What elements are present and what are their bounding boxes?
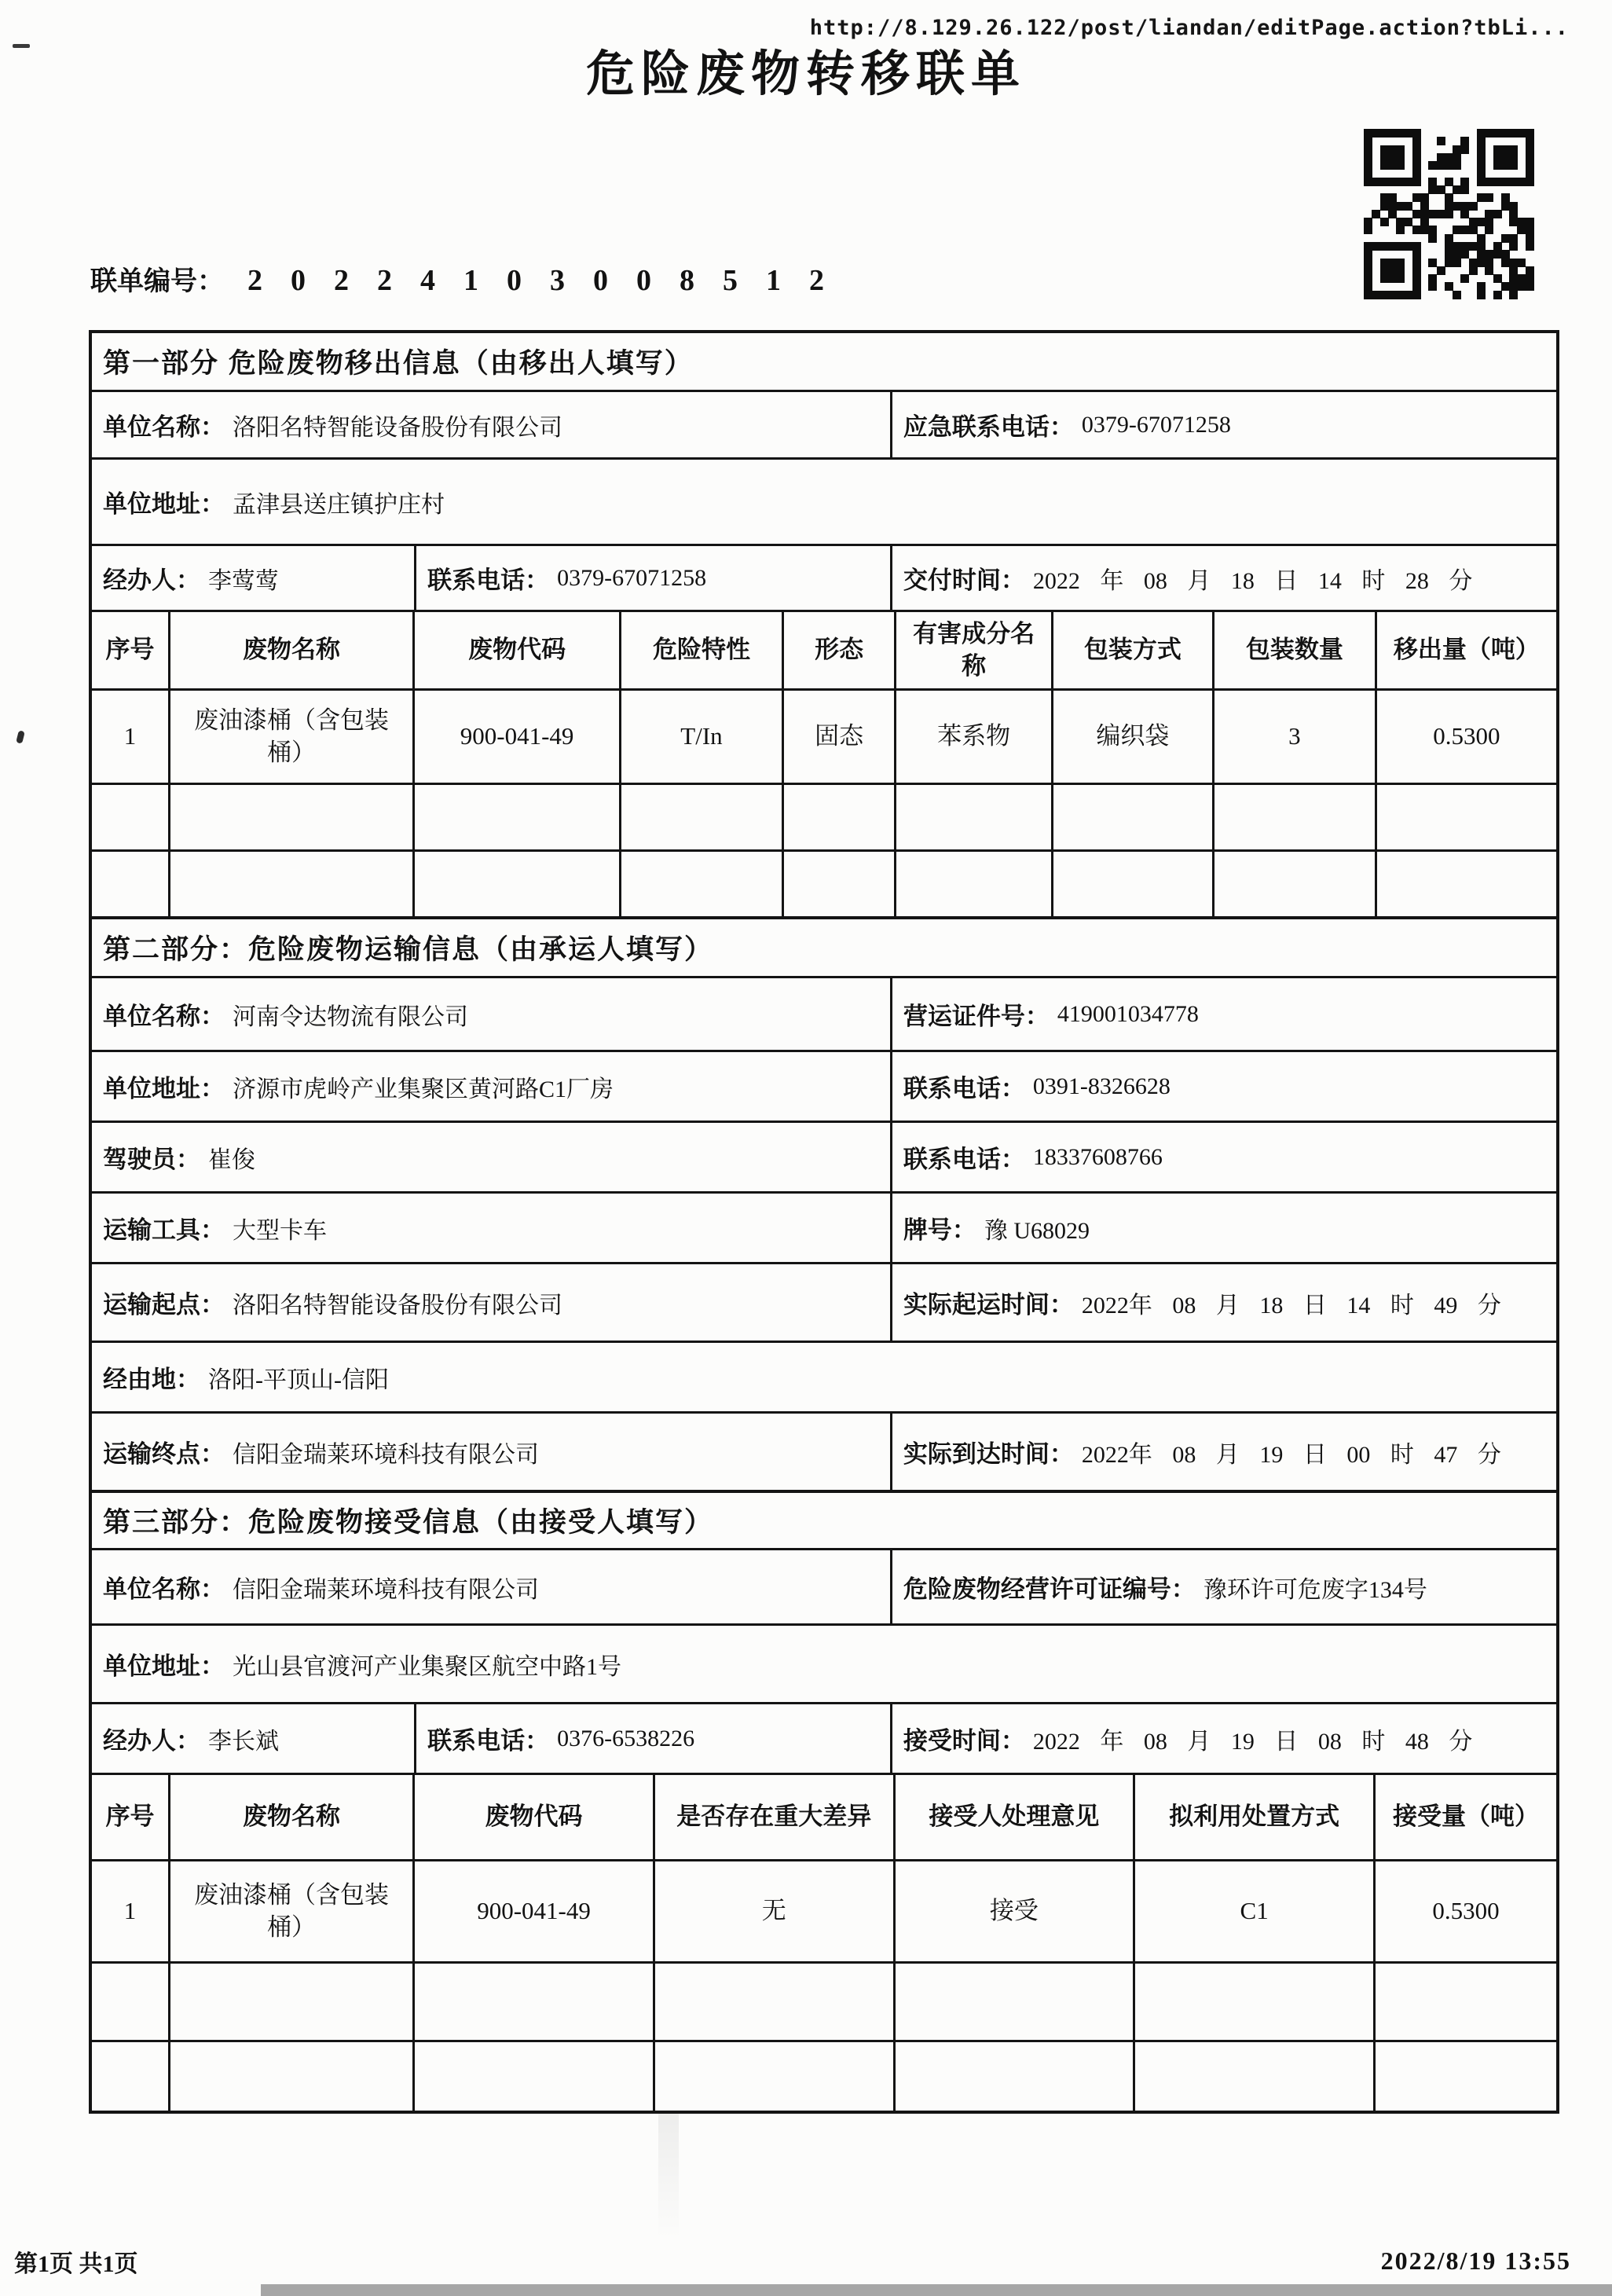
s1-col-packaging: 包装方式 xyxy=(1051,612,1212,688)
s1-r1-waste-name: 废油漆桶（含包装桶） xyxy=(168,691,412,783)
s1-unit-name-value: 洛阳名特智能设备股份有限公司 xyxy=(233,414,562,441)
s3-r1-amount: 0.5300 xyxy=(1373,1861,1556,1961)
s1-col-component: 有害成分名称 xyxy=(894,612,1050,688)
s2-address-label: 单位地址： xyxy=(103,1075,225,1102)
s3-address-cell xyxy=(92,1626,1556,1702)
s2-arrival-time-label: 实际到达时间： xyxy=(903,1440,1074,1468)
s3-r1-waste-code: 900-041-49 xyxy=(412,1861,653,1961)
s2-via-label: 经由地： xyxy=(103,1366,200,1393)
empty-cell xyxy=(168,1964,412,2040)
s3-unit-name-value: 信阳金瑞莱环境科技有限公司 xyxy=(233,1576,539,1603)
section2-header: 第二部分：危险废物运输信息（由承运人填写） xyxy=(103,934,714,965)
s1-address-row xyxy=(92,457,1556,544)
s1-r1-package-count: 3 xyxy=(1212,691,1375,783)
s3-agent-value: 李长斌 xyxy=(208,1728,279,1755)
s3-r1-index: 1 xyxy=(123,1897,137,1925)
s2-address-value: 济源市虎岭产业集聚区黄河路C1厂房 xyxy=(233,1076,614,1102)
s1-table-empty-row-2 xyxy=(92,849,1556,916)
empty-cell xyxy=(893,2042,1134,2111)
s2-phone2-label: 联系电话： xyxy=(903,1146,1025,1173)
s2-phone2-value: 18337608766 xyxy=(1032,1143,1163,1170)
s2-plate-cell xyxy=(890,1194,1556,1262)
s2-arrival-time-value: 2022年 08 月 19 日 00 时 47 分 xyxy=(1081,1441,1501,1468)
s2-driver-value: 崔俊 xyxy=(208,1146,255,1173)
s3-table-empty-row-2 xyxy=(92,2040,1556,2111)
empty-cell xyxy=(1212,785,1375,849)
s1-emergency-phone-label: 应急联系电话： xyxy=(903,413,1074,441)
s1-phone-value: 0379-67071258 xyxy=(557,564,707,591)
empty-cell xyxy=(168,785,412,849)
s3-address-label: 单位地址： xyxy=(103,1652,225,1680)
s3-agent-row xyxy=(92,1702,1556,1773)
scan-artifact-bottom-edge xyxy=(261,2284,1612,2296)
empty-cell xyxy=(1375,785,1556,849)
s2-unit-name-value: 河南令达物流有限公司 xyxy=(233,1003,468,1030)
s1-r1-index: 1 xyxy=(123,722,137,750)
s2-via-cell xyxy=(92,1343,1556,1411)
s2-unit-row xyxy=(92,976,1556,1050)
s1-col-form: 形态 xyxy=(782,612,895,688)
s3-r1-disposal-method: C1 xyxy=(1133,1861,1373,1961)
s1-r1-waste-code: 900-041-49 xyxy=(412,691,619,783)
s1-col-package-count: 包装数量 xyxy=(1212,612,1375,688)
s1-emergency-phone-cell xyxy=(890,392,1556,457)
s1-phone-label: 联系电话： xyxy=(427,567,550,594)
s2-depart-time-value: 2022年 08 月 18 日 14 时 49 分 xyxy=(1081,1292,1501,1319)
s1-agent-cell xyxy=(92,546,414,610)
s1-unit-row xyxy=(92,390,1556,457)
s3-phone-cell xyxy=(414,1704,890,1773)
s2-unit-name-label: 单位名称： xyxy=(103,1003,225,1030)
s2-phone1-label: 联系电话： xyxy=(903,1075,1025,1102)
empty-cell xyxy=(1373,1964,1556,2040)
s1-col-amount: 移出量（吨） xyxy=(1375,612,1556,688)
s1-r1-amount: 0.5300 xyxy=(1375,691,1556,783)
s2-destination-cell xyxy=(92,1414,890,1490)
s1-phone-cell xyxy=(414,546,890,610)
s3-col-receiver-opinion: 接受人处理意见 xyxy=(893,1775,1134,1859)
section2-header-row xyxy=(92,916,1556,976)
s2-via-row xyxy=(92,1341,1556,1411)
s2-license-label: 营运证件号： xyxy=(903,1003,1050,1030)
s3-col-amount: 接受量（吨） xyxy=(1373,1775,1556,1859)
s3-phone-value: 0376-6538226 xyxy=(557,1725,695,1751)
s2-destination-label: 运输终点： xyxy=(103,1440,225,1468)
section1-header: 第一部分 危险废物移出信息（由移出人填写） xyxy=(103,348,694,379)
s3-col-waste-code: 废物代码 xyxy=(412,1775,653,1859)
form-number-label: 联单编号： xyxy=(90,266,224,296)
empty-cell xyxy=(1051,785,1212,849)
s1-delivery-time-label: 交付时间： xyxy=(903,567,1025,594)
s1-agent-value: 李莺莺 xyxy=(208,567,279,594)
scan-artifact-dash xyxy=(13,44,30,48)
empty-cell xyxy=(412,2042,653,2111)
s1-r1-hazard: T/In xyxy=(619,691,782,783)
s2-depart-time-label: 实际起运时间： xyxy=(903,1291,1074,1319)
s2-address-row xyxy=(92,1050,1556,1120)
s3-col-waste-name: 废物名称 xyxy=(168,1775,412,1859)
empty-cell xyxy=(893,1964,1134,2040)
s3-unit-name-label: 单位名称： xyxy=(103,1575,225,1603)
section1-header-row xyxy=(92,333,1556,390)
printed-page-url: http://8.129.26.122/post/liandan/editPage.action?tbLi... xyxy=(809,16,1569,40)
qr-code xyxy=(1364,129,1533,299)
s1-agent-label: 经办人： xyxy=(103,567,200,594)
s3-table-header-row xyxy=(92,1773,1556,1859)
empty-cell xyxy=(653,2042,893,2111)
s1-delivery-time-value: 2022 年 08 月 18 日 14 时 28 分 xyxy=(1032,567,1473,594)
s1-table-empty-row-1 xyxy=(92,783,1556,849)
s3-table-row-1 xyxy=(92,1859,1556,1961)
s2-unit-name-cell xyxy=(92,978,890,1050)
s2-origin-row xyxy=(92,1262,1556,1341)
s1-col-waste-name: 废物名称 xyxy=(168,612,412,688)
s1-agent-row xyxy=(92,544,1556,610)
s2-via-value: 洛阳-平顶山-信阳 xyxy=(208,1366,389,1393)
s2-driver-label: 驾驶员： xyxy=(103,1146,200,1173)
s3-permit-cell xyxy=(890,1550,1556,1623)
s2-vehicle-label: 运输工具： xyxy=(103,1216,225,1244)
s2-vehicle-row xyxy=(92,1191,1556,1262)
s3-agent-cell xyxy=(92,1704,414,1773)
scan-artifact-crease xyxy=(658,2114,679,2239)
s1-delivery-time-cell xyxy=(890,546,1556,610)
s2-destination-value: 信阳金瑞莱环境科技有限公司 xyxy=(233,1441,539,1468)
s3-r1-discrepancy: 无 xyxy=(653,1861,893,1961)
form-number-value: 20224103008512 xyxy=(247,264,852,297)
s1-r1-packaging: 编织袋 xyxy=(1051,691,1212,783)
s2-plate-value: 豫 U68029 xyxy=(984,1217,1090,1244)
empty-cell xyxy=(619,785,782,849)
s1-table-row-1 xyxy=(92,688,1556,783)
empty-cell xyxy=(1373,2042,1556,2111)
s3-col-disposal-method: 拟利用处置方式 xyxy=(1133,1775,1373,1859)
empty-cell xyxy=(894,785,1050,849)
s1-unit-name-cell xyxy=(92,392,890,457)
empty-cell xyxy=(168,852,412,916)
empty-cell xyxy=(92,1964,168,2040)
s2-vehicle-cell xyxy=(92,1194,890,1262)
empty-cell xyxy=(619,852,782,916)
empty-cell xyxy=(653,1964,893,2040)
s1-col-hazard: 危险特性 xyxy=(619,612,782,688)
s2-depart-time-cell xyxy=(890,1264,1556,1341)
s3-r1-receiver-opinion: 接受 xyxy=(893,1861,1134,1961)
empty-cell xyxy=(168,2042,412,2111)
scan-artifact-tick xyxy=(16,730,25,743)
form-number-row xyxy=(90,259,852,298)
s1-col-waste-code: 废物代码 xyxy=(412,612,619,688)
page-counter: 第1页 共1页 xyxy=(14,2251,138,2277)
empty-cell xyxy=(782,785,895,849)
s2-phone1-value: 0391-8326628 xyxy=(1032,1073,1171,1099)
s2-origin-cell xyxy=(92,1264,890,1341)
s1-r1-form: 固态 xyxy=(782,691,895,783)
s3-accept-time-label: 接受时间： xyxy=(903,1727,1025,1755)
empty-cell xyxy=(412,1964,653,2040)
s2-phone1-cell xyxy=(890,1052,1556,1120)
s3-accept-time-cell xyxy=(890,1704,1556,1773)
s3-phone-label: 联系电话： xyxy=(427,1727,550,1755)
print-timestamp: 2022/8/19 13:55 xyxy=(1380,2246,1571,2275)
s3-col-discrepancy: 是否存在重大差异 xyxy=(653,1775,893,1859)
empty-cell xyxy=(1375,852,1556,916)
s3-address-row xyxy=(92,1623,1556,1702)
empty-cell xyxy=(894,852,1050,916)
empty-cell xyxy=(92,852,168,916)
s2-origin-value: 洛阳名特智能设备股份有限公司 xyxy=(233,1292,562,1319)
empty-cell xyxy=(92,785,168,849)
s1-r1-component: 苯系物 xyxy=(894,691,1050,783)
empty-cell xyxy=(92,2042,168,2111)
empty-cell xyxy=(412,852,619,916)
s2-license-cell xyxy=(890,978,1556,1050)
s1-emergency-phone-value: 0379-67071258 xyxy=(1081,411,1231,438)
s2-license-value: 419001034778 xyxy=(1057,1000,1199,1027)
s2-plate-label: 牌号： xyxy=(903,1216,976,1244)
s2-address-cell xyxy=(92,1052,890,1120)
s1-address-cell xyxy=(92,460,1556,544)
s1-unit-name-label: 单位名称： xyxy=(103,413,225,441)
empty-cell xyxy=(1212,852,1375,916)
empty-cell xyxy=(782,852,895,916)
s1-address-value: 孟津县送庄镇护庄村 xyxy=(233,491,445,518)
empty-cell xyxy=(412,785,619,849)
s3-unit-row xyxy=(92,1548,1556,1623)
s3-agent-label: 经办人： xyxy=(103,1727,200,1755)
s3-unit-name-cell xyxy=(92,1550,890,1623)
s3-permit-label: 危险废物经营许可证编号： xyxy=(903,1575,1196,1603)
section3-header: 第三部分：危险废物接受信息（由接受人填写） xyxy=(103,1507,714,1538)
empty-cell xyxy=(1133,1964,1373,2040)
s2-destination-row xyxy=(92,1411,1556,1490)
form-title: 危险废物转移联单 xyxy=(585,47,1026,101)
s1-address-label: 单位地址： xyxy=(103,490,225,518)
s2-origin-label: 运输起点： xyxy=(103,1291,225,1319)
s2-arrival-time-cell xyxy=(890,1414,1556,1490)
s3-table-empty-row-1 xyxy=(92,1961,1556,2040)
s3-r1-waste-name: 废油漆桶（含包装桶） xyxy=(168,1861,412,1961)
s3-permit-value: 豫环许可危废字134号 xyxy=(1203,1576,1427,1603)
s3-address-value: 光山县官渡河产业集聚区航空中路1号 xyxy=(233,1653,621,1680)
s3-col-index: 序号 xyxy=(105,1803,155,1831)
section3-header-row xyxy=(92,1490,1556,1548)
s2-driver-cell xyxy=(92,1123,890,1191)
s2-driver-row xyxy=(92,1120,1556,1191)
empty-cell xyxy=(1133,2042,1373,2111)
s3-accept-time-value: 2022 年 08 月 19 日 08 时 48 分 xyxy=(1032,1728,1473,1755)
s2-phone2-cell xyxy=(890,1123,1556,1191)
s2-vehicle-value: 大型卡车 xyxy=(233,1217,327,1244)
transfer-form-sheet xyxy=(89,330,1559,2114)
s1-table-header-row xyxy=(92,610,1556,688)
s1-col-index: 序号 xyxy=(105,636,155,664)
empty-cell xyxy=(1051,852,1212,916)
